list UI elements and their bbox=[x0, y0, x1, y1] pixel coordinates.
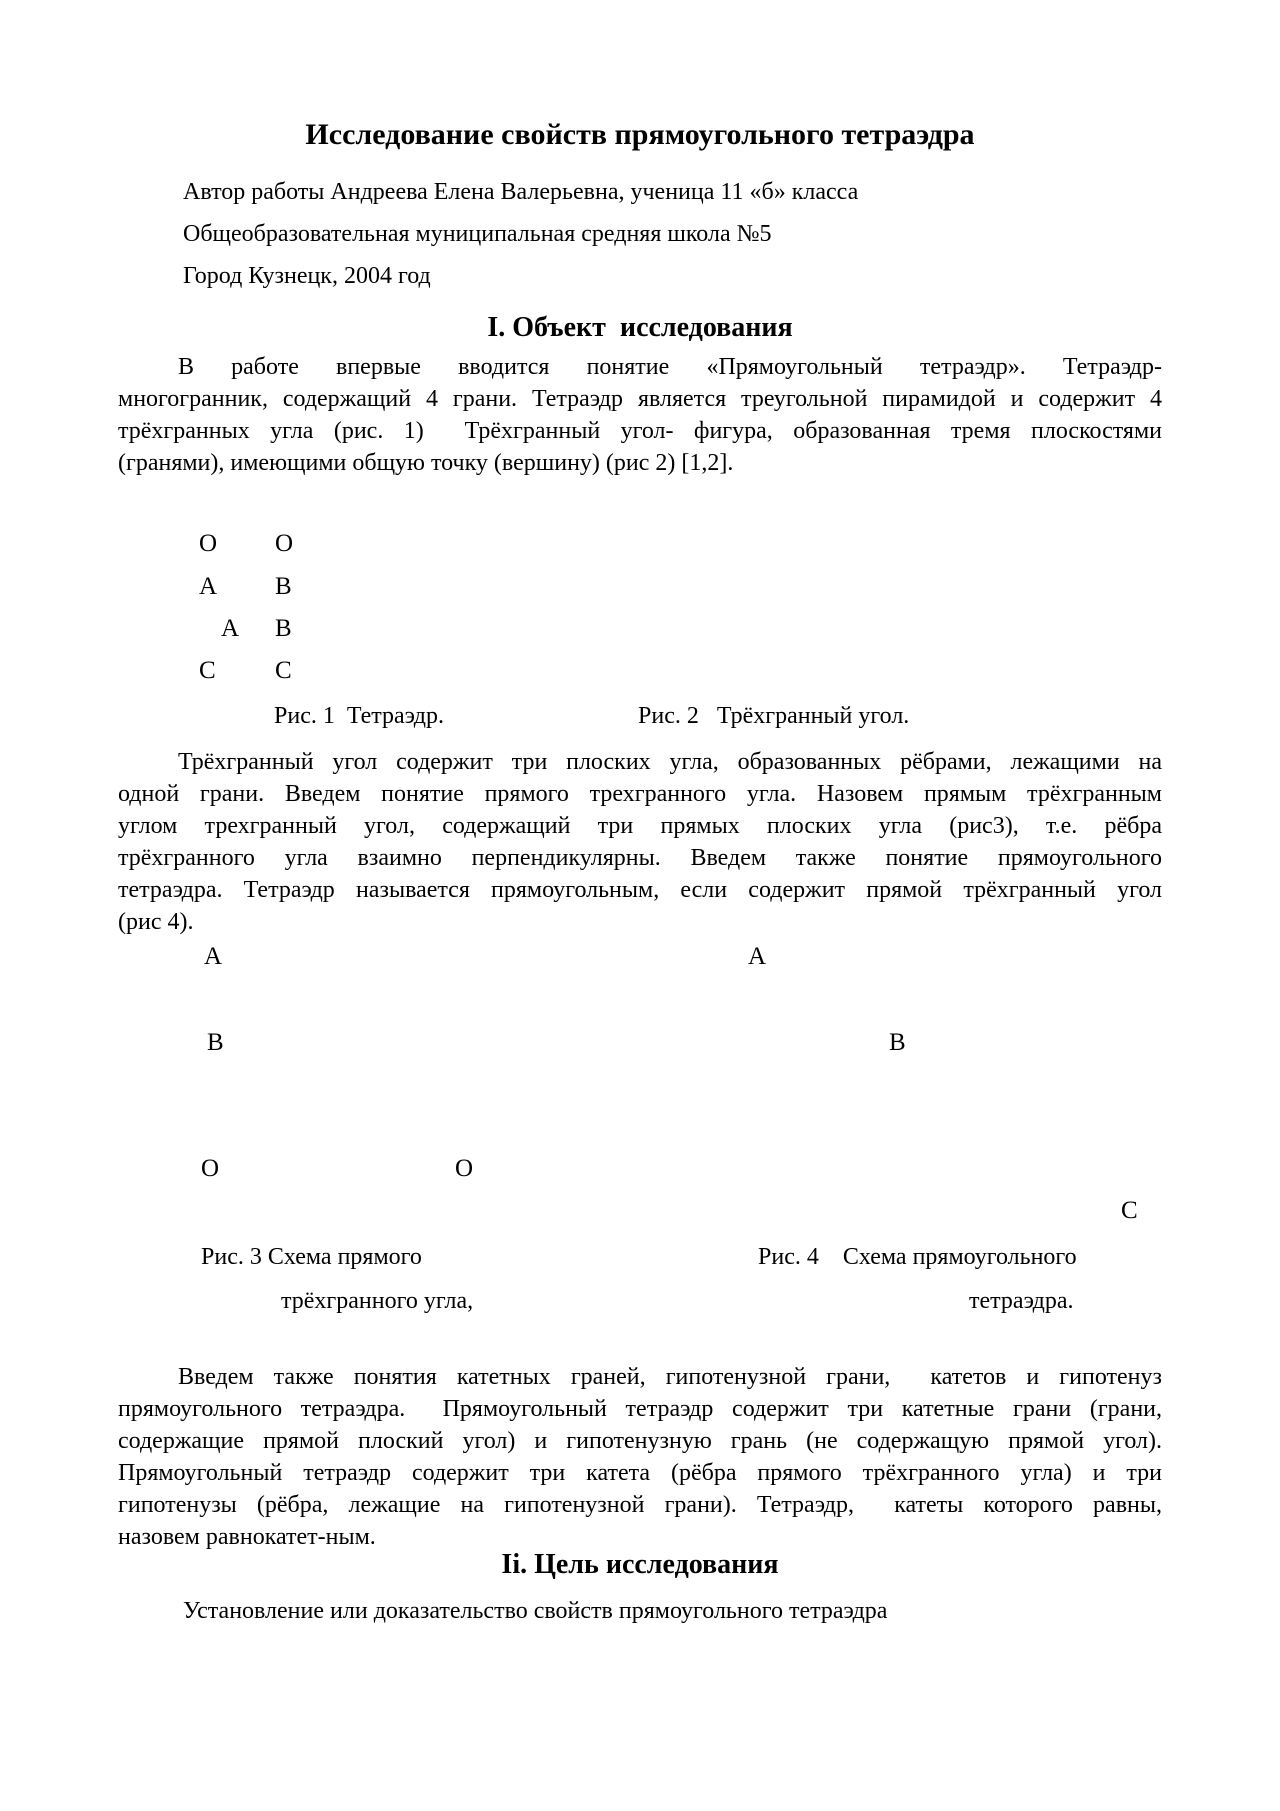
goal-text: Установление или доказательство свойств прямоугольного тетраэдра bbox=[183, 1598, 888, 1624]
byline-school: Общеобразовательная муниципальная средняя школа №5 bbox=[183, 221, 772, 247]
section2-heading: Ii. Цель исследования bbox=[501, 1549, 779, 1580]
figure3-caption-line2: трёхгранного угла, bbox=[281, 1288, 474, 1314]
figure3-caption-line1: Рис. 3 Схема прямого bbox=[201, 1244, 422, 1270]
vertex-label-O: O bbox=[455, 1155, 474, 1182]
figure2-caption: Рис. 2 Трёхгранный угол. bbox=[638, 703, 910, 729]
vertex-label-C: C bbox=[1121, 1197, 1138, 1224]
paragraph-3-line: Прямоугольный тетраэдр содержит три катета (рёбра прямого трёхгранного угла) и три bbox=[118, 1460, 1162, 1486]
paragraph-1 bbox=[118, 351, 1162, 479]
paragraph-3-line: содержащие прямой плоский угол) и гипотенузную грань (не содержащую прямой угол). bbox=[118, 1428, 1162, 1454]
vertex-label-B: B bbox=[275, 615, 292, 642]
paragraph-3-line: прямоугольного тетраэдра. Прямоугольный тетраэдр содержит три катетные грани (грани, bbox=[118, 1396, 1162, 1422]
paragraph-1-line: многогранник, содержащий 4 грани. Тетраэдр является треугольной пирамидой и содержит 4 bbox=[118, 386, 1162, 412]
paragraph-2-line: углом трехгранный угол, содержащий три прямых плоских угла (рис3), т.е. рёбра bbox=[118, 813, 1162, 839]
paragraph-2-line: тетраэдра. Тетраэдр называется прямоугольным, если содержит прямой трёхгранный угол bbox=[118, 877, 1162, 903]
page-title: Исследование свойств прямоугольного тетраэдра bbox=[305, 118, 975, 151]
paragraph-3-line: назовем равнокатет-ным. bbox=[118, 1524, 376, 1550]
figure4-caption-line2: тетраэдра. bbox=[969, 1288, 1074, 1314]
paragraph-1-line: В работе впервые вводится понятие «Прямоугольный тетраэдр». Тетраэдр- bbox=[178, 354, 1162, 380]
paragraph-2-line: Трёхгранный угол содержит три плоских угла, образованных рёбрами, лежащими на bbox=[178, 749, 1162, 775]
paragraph-2-line: (рис 4). bbox=[118, 909, 194, 935]
vertex-label-B: B bbox=[889, 1029, 906, 1056]
figure1-caption: Рис. 1 Тетраэдр. bbox=[274, 703, 444, 729]
paragraph-2 bbox=[118, 746, 1162, 938]
paragraph-2-line: трёхгранного угла взаимно перпендикулярны. Введем также понятие прямоугольного bbox=[118, 845, 1162, 871]
paragraph-3-line: Введем также понятия катетных граней, гипотенузной грани, катетов и гипотенуз bbox=[178, 1364, 1162, 1390]
vertex-label-C: C bbox=[275, 657, 292, 684]
vertex-label-O: O bbox=[201, 1155, 220, 1182]
vertex-label-B: B bbox=[275, 573, 292, 600]
vertex-label-A: A bbox=[221, 615, 240, 642]
figure4-caption-line1: Рис. 4 Схема прямоугольного bbox=[758, 1244, 1077, 1270]
vertex-label-A: A bbox=[748, 943, 767, 970]
vertex-label-B: B bbox=[207, 1029, 224, 1056]
vertex-label-C: C bbox=[199, 657, 216, 684]
paragraph-2-line: одной грани. Введем понятие прямого трехгранного угла. Назовем прямым трёхгранным bbox=[118, 781, 1162, 807]
vertex-label-O: O bbox=[199, 530, 218, 557]
paragraph-1-line: (гранями), имеющими общую точку (вершину) (рис 2) [1,2]. bbox=[118, 450, 734, 476]
vertex-label-A: A bbox=[204, 943, 223, 970]
byline-author: Автор работы Андреева Елена Валерьевна, ученица 11 «б» класса bbox=[183, 179, 859, 205]
paragraph-3 bbox=[118, 1361, 1162, 1553]
paragraph-3-line: гипотенузы (рёбра, лежащие на гипотенузной грани). Тетраэдр, катеты которого равны, bbox=[118, 1492, 1162, 1518]
byline-city-year: Город Кузнецк, 2004 год bbox=[183, 263, 431, 289]
vertex-label-O: O bbox=[275, 530, 294, 557]
section1-heading: I. Объект исследования bbox=[487, 312, 793, 343]
vertex-label-A: A bbox=[199, 573, 218, 600]
paragraph-1-line: трёхгранных угла (рис. 1) Трёхгранный угол- фигура, образованная тремя плоскостями bbox=[118, 418, 1162, 444]
